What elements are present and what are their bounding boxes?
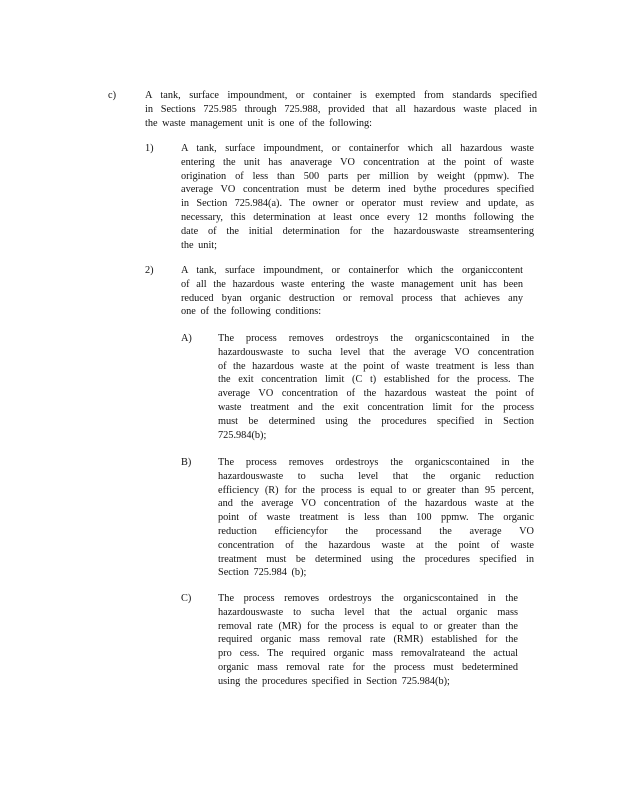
text-line: efficiency (R) for the process is equal to or greater than 95 percent,	[218, 484, 534, 496]
text-line: hazardouswaste to sucha level that the average VO concentration	[218, 346, 534, 358]
text-line: waste treatment and the exit concentration limit for the process	[218, 401, 534, 413]
text-line: point of waste treatment is less than 100 ppmw. The organic	[218, 512, 534, 524]
text-line: using the procedures specified in Section 725.984(b);	[218, 675, 450, 687]
list-marker: B)	[181, 457, 192, 468]
text-line: The process removes ordestroys the organicscontained in the	[218, 333, 534, 344]
text-line: required organic mass removal rate (RMR) established for the	[218, 634, 518, 646]
text-line: in Sections 725.985 through 725.988, provided that all hazardous waste placed in	[145, 103, 537, 115]
text-line: average VO concentration must be determ ined bythe procedures specified	[181, 184, 534, 196]
text-line: A tank, surface impoundment, or containerfor which all hazardous waste	[181, 143, 534, 154]
list-marker: A)	[181, 333, 192, 344]
text-line: 725.984(b);	[218, 429, 267, 441]
text-line: Section 725.984 (b);	[218, 567, 307, 579]
text-line: pro cess. The required organic mass removalrateand the actual	[218, 648, 518, 660]
text-line: treatment must be determined using the procedures specified in	[218, 553, 534, 565]
text-line: in Section 725.984(a). The owner or operator must review and update, as	[181, 198, 534, 210]
text-line: date of the initial determination for the hazardouswaste streamsentering	[181, 225, 534, 237]
paragraph-text	[181, 264, 523, 319]
text-line: The process removes ordestroys the organicscontained in the	[218, 593, 518, 604]
paragraph-text	[145, 89, 537, 130]
list-marker: 1)	[145, 143, 154, 154]
text-line: A tank, surface impoundment, or container is exempted from standards specified	[145, 90, 537, 101]
text-line: entering the unit has anaverage VO concentration at the point of waste	[181, 156, 534, 168]
paragraph-text	[218, 592, 518, 689]
text-line: must be determined using the procedures specified in Section	[218, 415, 534, 427]
text-line: the unit;	[181, 239, 218, 251]
list-marker: c)	[108, 90, 116, 101]
paragraph-text	[181, 142, 534, 252]
list-marker: 2)	[145, 265, 154, 276]
text-line: A tank, surface impoundment, or containerfor which the organiccontent	[181, 265, 523, 276]
text-line: origination of less than 500 parts per million by weight (ppmw). The	[181, 170, 534, 182]
text-line: and the average VO concentration of the hazardous waste at the	[218, 498, 534, 510]
text-line: reduced byan organic destruction or removal process that achieves any	[181, 292, 523, 304]
text-line: concentration of the hazardous waste at the point of waste	[218, 539, 534, 551]
text-line: the waste management unit is one of the following:	[145, 117, 373, 129]
text-line: average VO concentration of the hazardous wasteat the point of	[218, 388, 534, 400]
text-line: The process removes ordestroys the organicscontained in the	[218, 457, 534, 468]
text-line: of all the hazardous waste entering the waste management unit has been	[181, 278, 523, 290]
paragraph-text	[218, 332, 534, 442]
text-line: of the hazardous waste at the point of waste treatment is less than	[218, 360, 534, 372]
text-line: necessary, this determination at least once every 12 months following the	[181, 211, 534, 223]
list-marker: C)	[181, 593, 192, 604]
text-line: one of the following conditions:	[181, 306, 322, 318]
text-line: hazardouswaste to sucha level that the actual organic mass	[218, 606, 518, 618]
text-line: reduction efficiencyfor the processand the average VO	[218, 525, 534, 537]
text-line: the exit concentration limit (C t) established for the process. The	[218, 374, 534, 386]
paragraph-text	[218, 456, 534, 580]
text-line: organic mass removal rate for the process must bedetermined	[218, 661, 518, 673]
text-line: removal rate (MR) for the process is equal to or greater than the	[218, 620, 518, 632]
text-line: hazardouswaste to sucha level that the organic reduction	[218, 470, 534, 482]
